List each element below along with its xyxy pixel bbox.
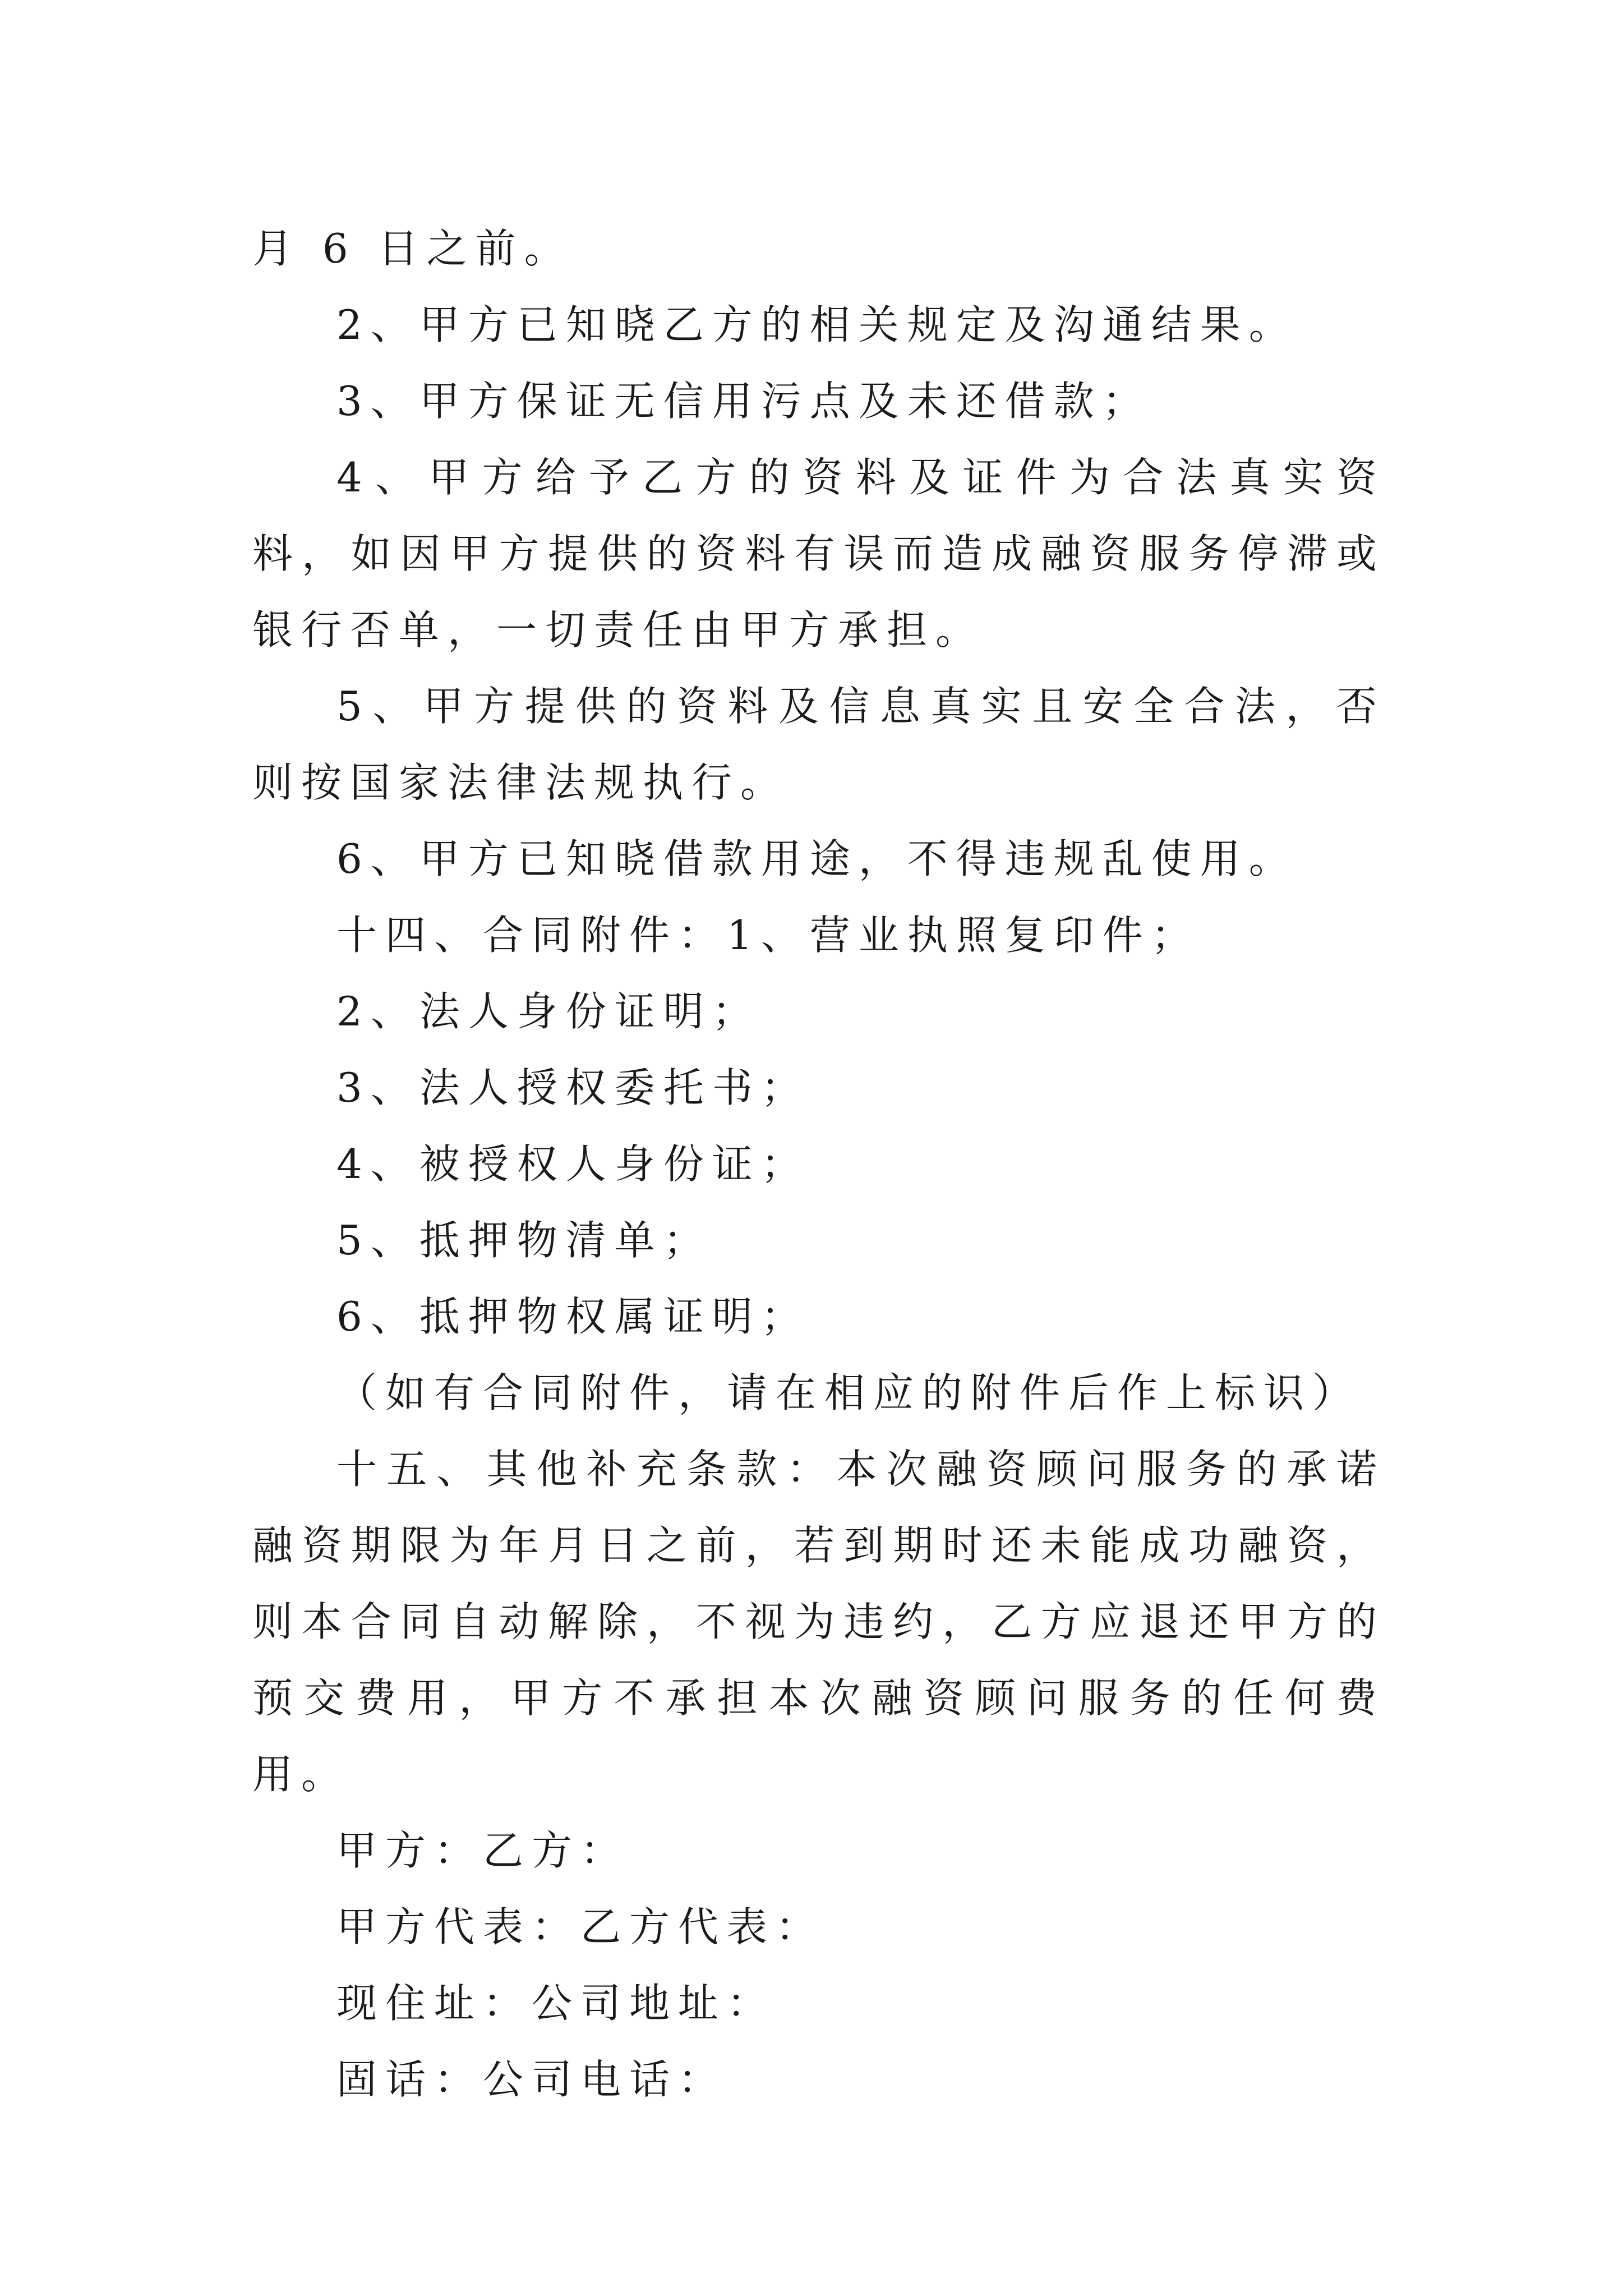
paragraph-attachment-note: （如有合同附件，请在相应的附件后作上标识）	[336, 1369, 1362, 1416]
paragraph-attachment-5: 5、抵押物清单；	[336, 1217, 712, 1264]
paragraph-clause-5: 5、甲方提供的资料及信息真实且安全合法，否则按国家法律法规执行。	[252, 683, 1385, 806]
document-body	[252, 210, 1385, 2118]
paragraph-clause-4: 4、甲方给予乙方的资料及证件为合法真实资料，如因甲方提供的资料有误而造成融资服务停滞或银行否单，一切责任由甲方承担。	[252, 454, 1385, 654]
paragraph-clause-6: 6、甲方已知晓借款用途，不得违规乱使用。	[336, 835, 1298, 882]
signature-representative-line: 甲方代表：乙方代表：	[336, 1903, 825, 1950]
paragraph-attachment-6: 6、抵押物权属证明；	[336, 1293, 810, 1340]
paragraph-clause-2: 2、甲方已知晓乙方的相关规定及沟通结果。	[336, 301, 1298, 348]
paragraph-section-14-attachments: 十四、合同附件：1、营业执照复印件；	[336, 912, 1200, 959]
signature-party-line: 甲方：乙方：	[336, 1827, 630, 1874]
paragraph-attachment-2: 2、法人身份证明；	[336, 988, 761, 1035]
signature-phone-line: 固话：公司电话：	[336, 2056, 727, 2103]
signature-address-line: 现住址：公司地址：	[336, 1980, 776, 2027]
paragraph-attachment-3: 3、法人授权委托书；	[336, 1064, 810, 1111]
paragraph-section-15-supplementary: 十五、其他补充条款：本次融资顾问服务的承诺融资期限为年月日之前，若到期时还未能成功融资，则本合同自动解除，不视为违约，乙方应退还甲方的预交费用，甲方不承担本次融资顾问服务的任何费用。	[252, 1446, 1385, 1798]
paragraph-attachment-4: 4、被授权人身份证；	[336, 1140, 810, 1188]
paragraph-clause-3: 3、甲方保证无信用污点及未还借款；	[336, 378, 1151, 425]
paragraph-continuation: 月 6 日之前。	[252, 225, 573, 272]
